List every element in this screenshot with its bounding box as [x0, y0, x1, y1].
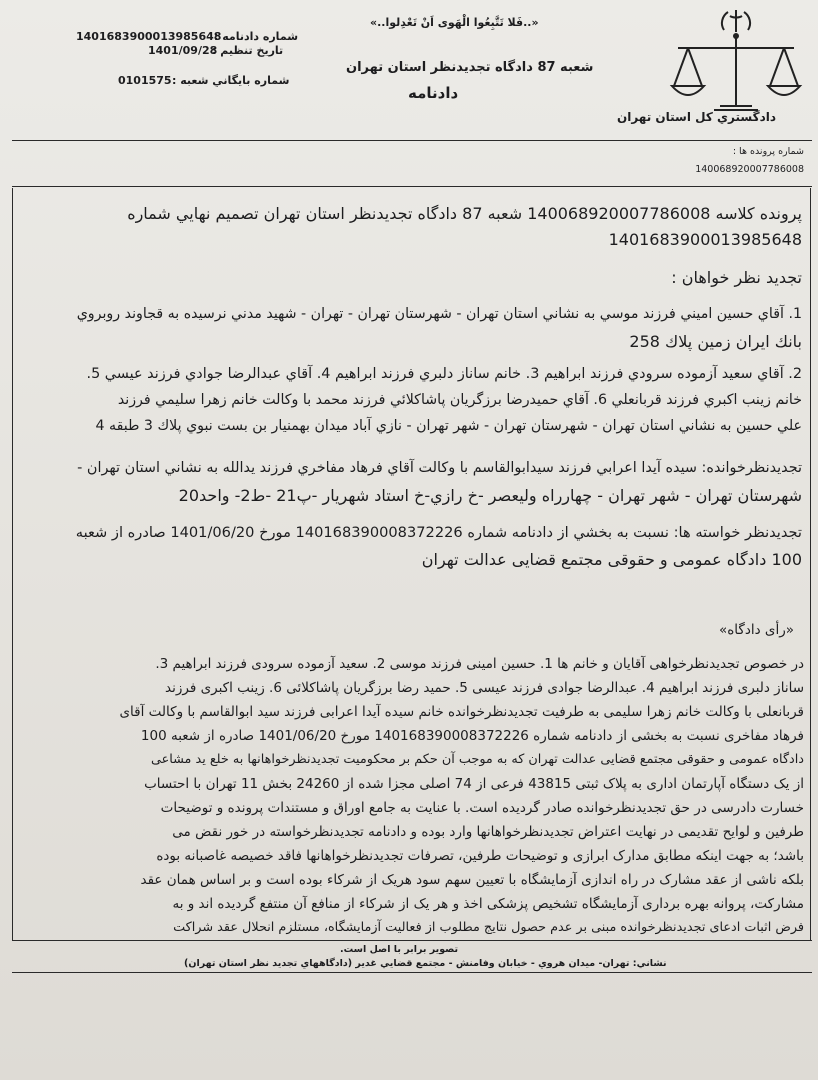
ruling-line: فرض اثبات ادعای تجدیدنظرخوانده مبنی بر عدم حصول نتایج مطلوب از فعالیت آزمایشگاه، مستلزم انحلال عقد شراکت [173, 920, 804, 935]
ruling-line: مشارکت، پروانه بهره برداری آزمایشگاه تشخیص پزشکی اخذ و هر یک از شرکاء از منافع آن منتفع گردیده اند و به [172, 896, 804, 912]
archive-number: 0101575 [118, 74, 172, 87]
archive-label: شماره بايگاني شعبه : [172, 74, 290, 87]
date-label: تاريخ تنظيم : [212, 44, 284, 57]
ruling-line: دادگاه عمومی و حقوقی مجتمع قضایی عدالت تهران که به موجب آن حکم بر محکومیت تجدیدنظرخواهانها به خلع ید مشاعی [150, 752, 804, 767]
footer-rule [12, 940, 812, 941]
ruling-line: ساناز دلبری فرزند ابراهیم 4. عبدالرضا جوادی فرزند عیسی 5. حمید رضا برزگریان پاشاکلائی 6. زینب اکبری فرزند [165, 680, 804, 696]
file-number-label: شماره پرونده ها : [732, 146, 804, 157]
ruling-heading: «رأی دادگاه» [718, 622, 794, 638]
ruling-line: باشد؛ به جهت اینکه مطابق مدارک ابرازی و توضیحات طرفین، تصرفات تجدیدنظرخواهانها فاقد خصیصه غاصبانه بوده [156, 848, 804, 864]
ruling-line: طرفین و لوایح تقدیمی در نهایت اعتراض تجدیدنظرخواهانها وارد بوده و دادنامه تجدیدنظرخواسته در خور نقض می [172, 824, 804, 840]
ruling-line: فرهاد مفاخری نسبت به بخشی از دادنامه شماره 140168390008372226 مورخ 1401/06/20 صادره از شعبه 100 [140, 728, 804, 744]
court-address: نشاني: تهران- ميدان هروي - خيابان وفامنش - مجتمع قضايي غدير (دادگاههاي تجديد نظر استان تهران) [184, 958, 667, 969]
document-title: دادنامه [408, 84, 459, 102]
court-name: دادگستري كل استان تهران [616, 110, 776, 124]
body-line: بانك ايران زمين پلاك 258 [629, 332, 802, 351]
branch-heading: شعبه 87 دادگاه تجدیدنظر استان تهران [346, 60, 594, 75]
body-line: پرونده كلاسه 140068920007786008 شعبه 87 دادگاه تجديدنظر استان تهران تصميم نهايي شماره [127, 204, 802, 223]
body-line: تجدید نظر خواهان : [671, 268, 802, 287]
copy-certification: تصوير برابر با اصل است. [340, 944, 459, 955]
right-border [810, 188, 811, 940]
ruling-number-label: شماره دادنامه : [214, 30, 299, 43]
body-line: 1401683900013985648 [608, 230, 802, 249]
judiciary-emblem-icon [668, 6, 804, 118]
file-rule [12, 186, 812, 187]
ruling-line: قربانعلی با وکالت خانم زهرا سلیمی به طرفیت تجدیدنظرخوانده خانم سیده آیدا اعرابی فرزند سید ابوالقاسم با وکالت آقای [119, 704, 804, 720]
header-rule [12, 140, 812, 141]
issue-date: 1401/09/28 [148, 44, 218, 57]
body-line: خانم زينب اكبري فرزند قربانعلي 6. آقاي حميدرضا برزگريان پاشاكلائي فرزند محمد با وكالت خانم زهرا سليمي فرزند [117, 392, 802, 408]
body-line: 1. آقاي حسين اميني فرزند موسي به نشاني استان تهران - شهرستان تهران - تهران - شهيد مدني نرسيده به قجاوند روبروي [76, 306, 802, 322]
ruling-line: بلکه ناشی از عقد مشارک در راه اندازی آزمایشگاه با تعیین سهم سود هریک از شرکاء بوده است و بر اساس همان عقد [140, 872, 804, 888]
body-line: تجديدنظرخوانده: سيده آيدا اعرابي فرزند سيدابوالقاسم با وكالت آقاي فرهاد مفاخري فرزند يدالله به نشاني استان تهران - [77, 460, 802, 476]
body-line: علي حسين به نشاني استان تهران - شهرستان تهران - شهر تهران - نازي آباد ميدان بهمنيار بن بست نبوي پلاك 3 طبقه 4 [95, 418, 802, 434]
body-line: شهرستان تهران - شهر تهران - چهارراه وليعصر -خ رازي-خ استاد شهريار -پ21 -ط2- واحد20 [178, 486, 802, 505]
ruling-line: خسارت دادرسی در حق تجدیدنظرخوانده صادر گردیده است. با عنایت به جامع اوراق و مستندات پرونده و توضیحات [160, 800, 804, 816]
body-line: 2. آقاي سعيد آزموده سرودي فرزند ابراهيم 3. خانم ساناز دلبري فرزند ابراهيم 4. آقاي عبدالرضا جوادي فرزند عيسي 5. [86, 366, 802, 382]
ruling-line: در خصوص تجدیدنظرخواهی آقایان و خانم ها 1. حسین امینی فرزند موسی 2. سعید آزموده سرودی فرزند ابراهیم 3. [155, 656, 804, 672]
file-number: 140068920007786008 [695, 164, 804, 175]
bottom-rule [12, 972, 812, 973]
verse-heading: «..فَلا تَتَّبِعُوا الْهَوى اَنْ تَعْدِلوا..» [370, 16, 539, 29]
body-line: 100 دادگاه عمومی و حقوقی مجتمع قضایی عدالت تهران [421, 550, 802, 569]
body-line: تجديدنظر خواسته ها: نسبت به بخشي از دادنامه شماره 140168390008372226 مورخ 1401/06/20 صادره از شعبه [75, 524, 802, 541]
left-border [12, 188, 13, 940]
ruling-line: از یک دستگاه آپارتمان اداری به پلاک ثبتی 43815 فرعی از 74 اصلی مجزا شده از 24260 بخش 11 تهران با احتساب [144, 776, 804, 792]
ruling-number: 140168390001398564‪8‬ [76, 30, 222, 43]
